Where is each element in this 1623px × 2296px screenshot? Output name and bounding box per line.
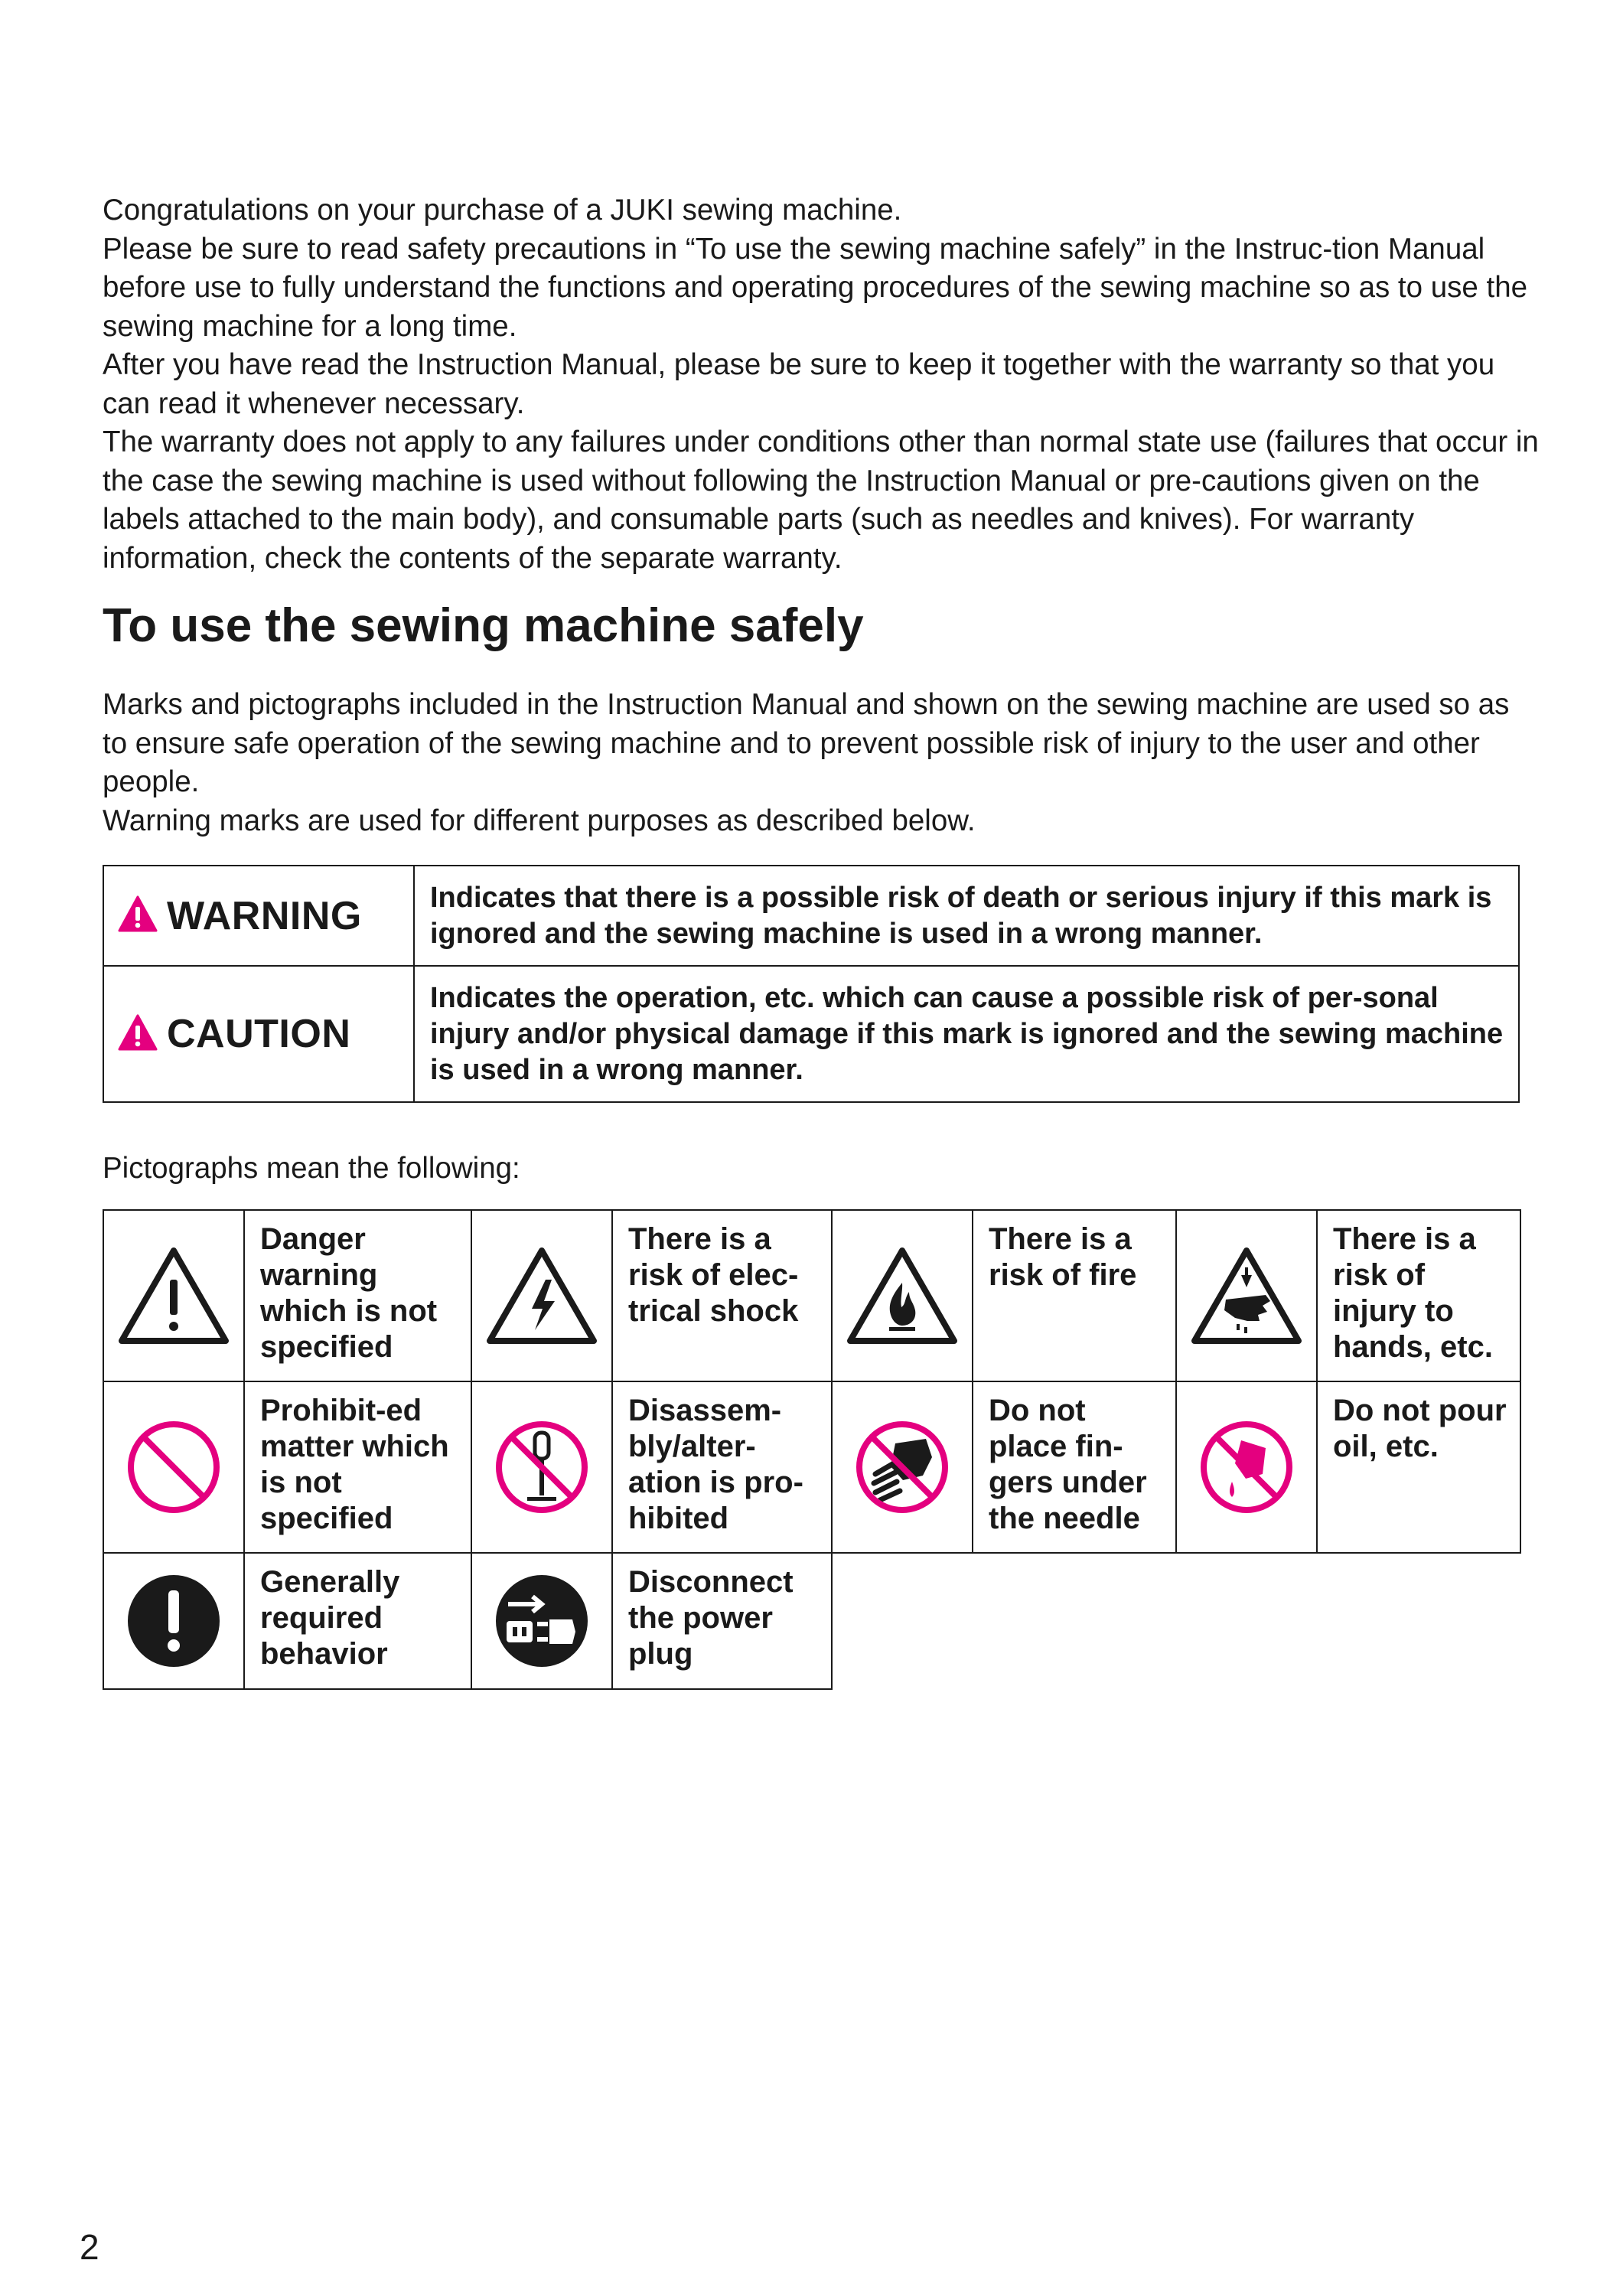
pictograph-label: Do not pour oil, etc. <box>1317 1381 1520 1553</box>
pictograph-label: Disassem-bly/alter-ation is pro-hibited <box>612 1381 832 1553</box>
marks-paragraph: Warning marks are used for different purposes as described below. <box>103 804 976 837</box>
intro-paragraph: Congratulations on your purchase of a JUKI sewing machine. <box>103 194 902 227</box>
signal-row-warning <box>103 866 1519 966</box>
no-fingers-under-needle-icon <box>852 1417 952 1517</box>
unplug-icon <box>494 1574 589 1668</box>
prohibited-icon <box>124 1417 223 1517</box>
signal-word: CAUTION <box>167 1012 351 1056</box>
fire-risk-icon <box>845 1244 960 1347</box>
pictograph-caption: Pictographs mean the following: <box>103 1152 520 1185</box>
pictograph-label: Disconnect the power plug <box>612 1553 832 1689</box>
signal-description: Indicates that there is a possible risk of death or serious injury if this mark is ignored and the sewing machine is used in a wrong manner. <box>414 866 1519 966</box>
pictograph-row <box>103 1210 1520 1381</box>
pictograph-row <box>103 1553 1520 1689</box>
hand-injury-icon <box>1189 1244 1304 1347</box>
pictograph-label: There is a risk of elec-trical shock <box>612 1210 832 1381</box>
pictograph-label: Do not place fin-gers under the needle <box>973 1381 1176 1553</box>
signal-cell <box>103 966 414 1102</box>
pictograph-table <box>103 1209 1521 1690</box>
page-number: 2 <box>80 2227 99 2267</box>
signal-word-table <box>103 865 1520 1103</box>
pictograph-icon-cell <box>103 1381 244 1553</box>
pictograph-label: There is a risk of fire <box>973 1210 1176 1381</box>
pictograph-icon-cell <box>832 1381 973 1553</box>
mandatory-action-icon <box>126 1574 221 1668</box>
pictograph-icon-cell <box>471 1210 612 1381</box>
warning-triangle-icon <box>118 895 158 936</box>
pictograph-icon-cell <box>103 1553 244 1689</box>
pictograph-label: There is a risk of injury to hands, etc. <box>1317 1210 1520 1381</box>
pictograph-icon-cell <box>471 1553 612 1689</box>
no-oil-icon <box>1197 1417 1296 1517</box>
intro-text <box>103 191 1541 578</box>
marks-text <box>103 686 1541 840</box>
pictograph-icon-cell <box>103 1210 244 1381</box>
electric-shock-icon <box>484 1244 599 1347</box>
empty-cell <box>832 1553 1520 1689</box>
pictograph-icon-cell <box>1176 1381 1317 1553</box>
pictograph-row <box>103 1381 1520 1553</box>
pictograph-label: Danger warning which is not specified <box>244 1210 471 1381</box>
signal-description: Indicates the operation, etc. which can cause a possible risk of per-sonal injury and/or physical damage if this mark is ignored and the sewing machine is used in a wrong manner. <box>414 966 1519 1102</box>
intro-paragraph: The warranty does not apply to any failures under conditions other than normal state use (failures that occur in the case the sewing machine is used without following the Instruction Manual or pre-cautions given on the labels attached to the main body), and consumable parts (such as needles and knives). For warranty information, check the contents of the separate warranty. <box>103 426 1539 575</box>
no-disassembly-icon <box>492 1417 592 1517</box>
signal-cell <box>103 866 414 966</box>
caution-triangle-icon <box>118 1014 158 1055</box>
pictograph-icon-cell <box>471 1381 612 1553</box>
section-heading: To use the sewing machine safely <box>103 599 864 652</box>
signal-row-caution <box>103 966 1519 1102</box>
pictograph-label: Prohibit-ed matter which is not specified <box>244 1381 471 1553</box>
marks-paragraph: Marks and pictographs included in the Instruction Manual and shown on the sewing machine are used so as to ensure safe operation of the sewing machine and to prevent possible risk of injury to the user and other people. <box>103 688 1510 798</box>
pictograph-icon-cell <box>832 1210 973 1381</box>
pictograph-icon-cell <box>1176 1210 1317 1381</box>
intro-paragraph: Please be sure to read safety precautions in “To use the sewing machine safely” in the Instruc-tion Manual before use to fully understand the functions and operating procedures of the sewing machine so as to use the sewing machine for a long time. <box>103 232 1528 343</box>
general-danger-icon <box>116 1244 231 1347</box>
intro-paragraph: After you have read the Instruction Manual, please be sure to keep it together with the warranty so that you can read it whenever necessary. <box>103 348 1495 420</box>
pictograph-label: Generally required behavior <box>244 1553 471 1689</box>
signal-word: WARNING <box>167 893 362 938</box>
